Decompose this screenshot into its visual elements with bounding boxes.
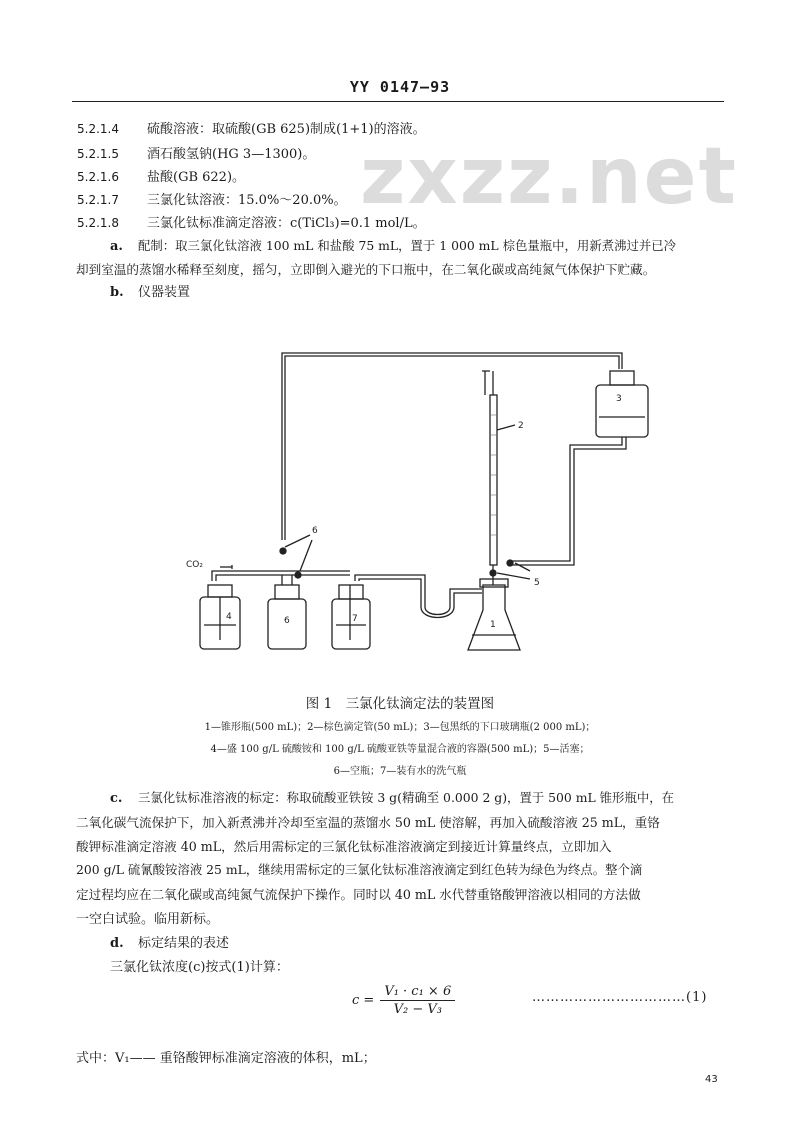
wash-bottle-7 xyxy=(332,599,370,649)
para-c-line-1 xyxy=(110,788,674,806)
para-a-line-1 xyxy=(110,236,676,254)
formula-1 xyxy=(352,984,455,1017)
reservoir-bottle-3 xyxy=(596,385,648,437)
figure-title: 图 1 三氯化钛滴定法的装置图 xyxy=(305,696,495,712)
figure-legend-1: 1—锥形瓶(500 mL)；2—棕色滴定管(50 mL)；3—包黑纸的下口玻璃瓶(2 000 mL)； xyxy=(204,722,596,733)
para-text: 标定结果的表述 xyxy=(138,936,230,951)
label-3: 3 xyxy=(616,394,622,404)
stopcock-6 xyxy=(280,548,286,554)
item-text: 盐酸(GB 622)。 xyxy=(147,170,246,185)
u-bend-tube xyxy=(355,575,482,615)
para-marker: b. xyxy=(110,285,124,300)
para-text: 三氯化钛标准溶液的标定：称取硫酸亚铁铵 3 g(精确至 0.000 2 g)，置于 500 mL 锥形瓶中，在 xyxy=(138,790,675,805)
para-c-line-4: 200 g/L 硫氰酸铵溶液 25 mL，继续用需标定的三氯化钛标准溶液滴定到红色转为绿色为终点。整个滴 xyxy=(76,862,643,877)
formula-numerator: V₁ · c₁ × 6 xyxy=(380,984,455,1001)
item-5-2-1-6 xyxy=(77,166,245,185)
figure-legend-2: 4—盛 100 g/L 硫酸铵和 100 g/L 硫酸亚铁等量混合液的容器(500 mL)；5—活塞； xyxy=(210,744,590,755)
page-header: YY 0147—93 xyxy=(349,78,451,96)
para-text: 配制：取三氯化钛溶液 100 mL 和盐酸 75 mL，置于 1 000 mL 棕色量瓶中，用新煮沸过并已冷 xyxy=(138,238,677,253)
burette-2 xyxy=(490,395,497,565)
label-1: 1 xyxy=(490,620,496,630)
calc-intro: 三氯化钛浓度(c)按式(1)计算： xyxy=(110,960,289,975)
para-marker: c. xyxy=(110,791,123,806)
label-7: 7 xyxy=(352,614,358,624)
para-c-line-5: 定过程均应在二氧化碳或高纯氮气流保护下操作。同时以 40 mL 水代替重铬酸钾溶液以相同的方法做 xyxy=(76,887,641,902)
para-b xyxy=(110,281,190,300)
label-6-stopcock: 6 xyxy=(312,526,318,536)
item-number: 5.2.1.8 xyxy=(77,216,119,230)
item-number: 5.2.1.6 xyxy=(77,170,119,184)
para-a-line-2: 却到室温的蒸馏水稀释至刻度，摇匀，立即倒入避光的下口瓶中，在二氧化碳或高纯氮气体保护下贮藏。 xyxy=(76,262,656,277)
label-4: 4 xyxy=(226,612,232,622)
para-c-line-2: 二氧化碳气流保护下，加入新煮沸并冷却至室温的蒸馏水 50 mL 使溶解，再加入硫酸溶液 25 mL，重铬 xyxy=(76,815,660,830)
item-text: 酒石酸氢钠(HG 3—1300)。 xyxy=(147,147,316,162)
where-clause: 式中：V₁—— 重铬酸钾标准滴定溶液的体积，mL； xyxy=(76,1051,376,1066)
figure-legend-3: 6—空瓶；7—装有水的洗气瓶 xyxy=(333,766,467,777)
page-number: 43 xyxy=(705,1074,718,1085)
label-2: 2 xyxy=(518,421,524,431)
item-number: 5.2.1.4 xyxy=(77,122,119,136)
para-marker: a. xyxy=(110,239,123,254)
label-co2: CO₂ xyxy=(186,560,203,570)
para-text: 仪器装置 xyxy=(138,285,191,300)
formula-fraction xyxy=(380,984,455,1017)
item-5-2-1-7 xyxy=(77,189,347,208)
item-number: 5.2.1.5 xyxy=(77,147,119,161)
reservoir-outlet-tube xyxy=(510,437,622,561)
para-marker: d. xyxy=(110,936,124,951)
label-6-bottle: 6 xyxy=(284,616,290,626)
item-5-2-1-5 xyxy=(77,143,315,162)
top-gas-tube xyxy=(282,353,622,540)
para-c-line-3: 酸钾标准滴定溶液 40 mL，然后用需标定的三氯化钛标准溶液滴定到接近计算量终点，立即加入 xyxy=(76,839,612,854)
formula-lhs: c = xyxy=(352,993,375,1008)
equation-number: ……………………………(1) xyxy=(532,990,708,1005)
item-text: 硫酸溶液：取硫酸(GB 625)制成(1+1)的溶液。 xyxy=(147,122,426,137)
header-rule xyxy=(72,101,724,102)
para-d xyxy=(110,932,229,951)
item-text: 三氯化钛标准滴定溶液：c(TiCl₃)=0.1 mol/L。 xyxy=(147,216,426,231)
label-5: 5 xyxy=(534,578,540,588)
conical-flask-1 xyxy=(468,585,520,650)
formula-denominator: V₂ − V₃ xyxy=(393,1002,442,1017)
item-number: 5.2.1.7 xyxy=(77,193,119,207)
para-c-line-6: 一空白试验。临用新标。 xyxy=(76,912,220,927)
item-5-2-1-8 xyxy=(77,212,426,231)
item-text: 三氯化钛溶液：15.0%～20.0%。 xyxy=(147,193,347,208)
apparatus-diagram xyxy=(150,335,660,665)
item-5-2-1-4 xyxy=(77,118,426,137)
watermark: zxzz.net xyxy=(360,132,738,222)
stopcock-5 xyxy=(507,560,513,566)
